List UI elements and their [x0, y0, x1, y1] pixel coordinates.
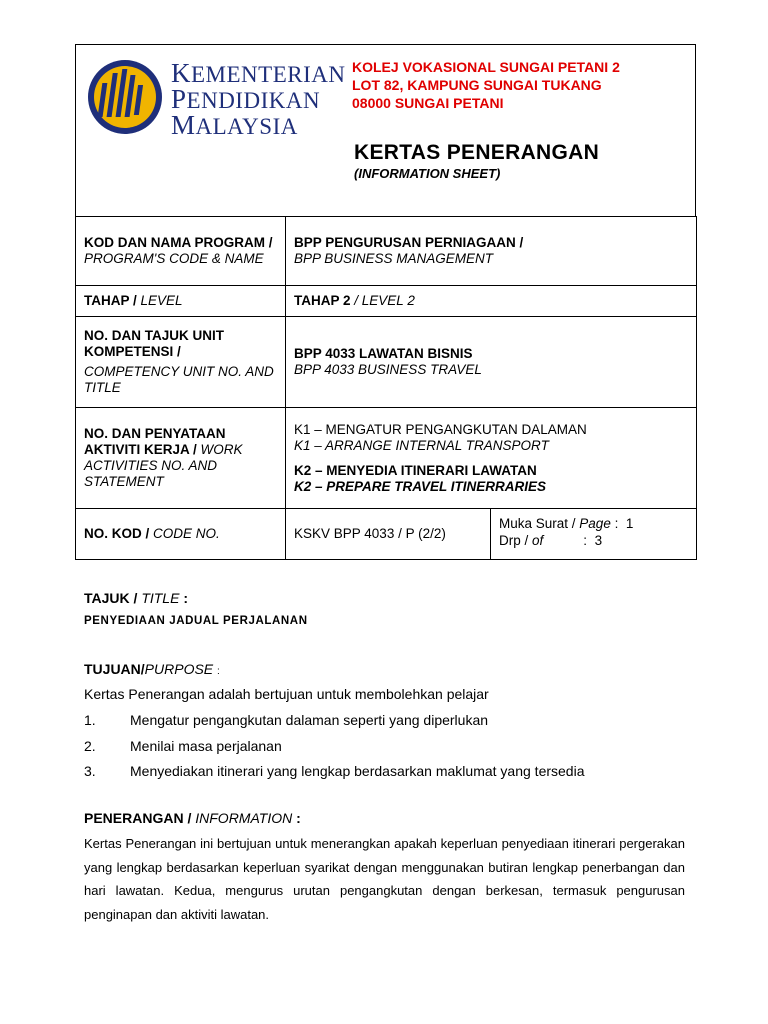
document-info-table	[75, 216, 697, 560]
unit-row	[76, 317, 697, 408]
unit-value: BPP 4033 LAWATAN BISNIS BPP 4033 BUSINESS TRAVEL	[286, 317, 697, 408]
school-address	[352, 58, 620, 112]
code-label: NO. KOD / CODE NO.	[76, 509, 286, 560]
document-subtitle: (INFORMATION SHEET)	[354, 166, 501, 181]
level-value: TAHAP 2 / LEVEL 2	[286, 286, 697, 317]
code-value: KSKV BPP 4033 / P (2/2)	[286, 509, 491, 559]
purpose-point: 2. Menilai masa perjalanan	[84, 738, 282, 754]
ministry-name: KEMENTERIAN PENDIDIKAN MALAYSIA	[171, 58, 346, 140]
program-value: BPP PENGURUSAN PERNIAGAAN / BPP BUSINESS MANAGEMENT	[286, 217, 697, 286]
school-postcode: 08000 SUNGAI PETANI	[352, 95, 504, 111]
document-title: KERTAS PENERANGAN	[354, 141, 600, 164]
page-info: Muka Surat / Page : 1 Drp / of : 3	[499, 516, 634, 548]
school-name: KOLEJ VOKASIONAL SUNGAI PETANI 2	[352, 59, 620, 75]
title-value: PENYEDIAAN JADUAL PERJALANAN	[84, 615, 308, 627]
activity-label: NO. DAN PENYATAAN AKTIVITI KERJA / WORK ACTIVITIES NO. AND STATEMENT	[76, 408, 286, 509]
unit-label: NO. DAN TAJUK UNIT KOMPETENSI / COMPETENCY UNIT NO. AND TITLE	[76, 317, 286, 408]
information-body: Kertas Penerangan ini bertujuan untuk menerangkan apakah keperluan penyediaan itinerari pergerakan yang lengkap berdasarkan keperluan syarikat dengan menggunakan butiran lengkap penerbangan dan hari lawatan. Kedua, mengurus urutan pengangkutan dengan berkesan, termasuk pengurusan penginapan dan aktiviti lawatan.	[84, 836, 685, 922]
purpose-heading: TUJUAN/PURPOSE :	[84, 661, 220, 677]
title-heading: TAJUK / TITLE :	[84, 590, 188, 606]
level-row	[76, 286, 697, 317]
code-row	[76, 509, 697, 560]
program-label: KOD DAN NAMA PROGRAM / PROGRAM'S CODE & NAME	[76, 217, 286, 286]
activity-row	[76, 408, 697, 509]
document-header	[75, 44, 696, 216]
school-lot: LOT 82, KAMPUNG SUNGAI TUKANG	[352, 77, 602, 93]
program-row	[76, 217, 697, 286]
purpose-point: 3. Menyediakan itinerari yang lengkap berdasarkan maklumat yang tersedia	[84, 763, 585, 779]
information-heading: PENERANGAN / INFORMATION :	[84, 810, 301, 826]
purpose-intro: Kertas Penerangan adalah bertujuan untuk membolehkan pelajar	[84, 686, 489, 702]
activity-value: K1 – MENGATUR PENGANGKUTAN DALAMAN K1 – ARRANGE INTERNAL TRANSPORT K2 – MENYEDIA ITINERARI LAWATAN K2 – PREPARE TRAVEL ITINERRARIES	[286, 408, 697, 509]
purpose-point: 1. Mengatur pengangkutan dalaman seperti yang diperlukan	[84, 712, 489, 728]
level-label: TAHAP / LEVEL	[76, 286, 286, 317]
